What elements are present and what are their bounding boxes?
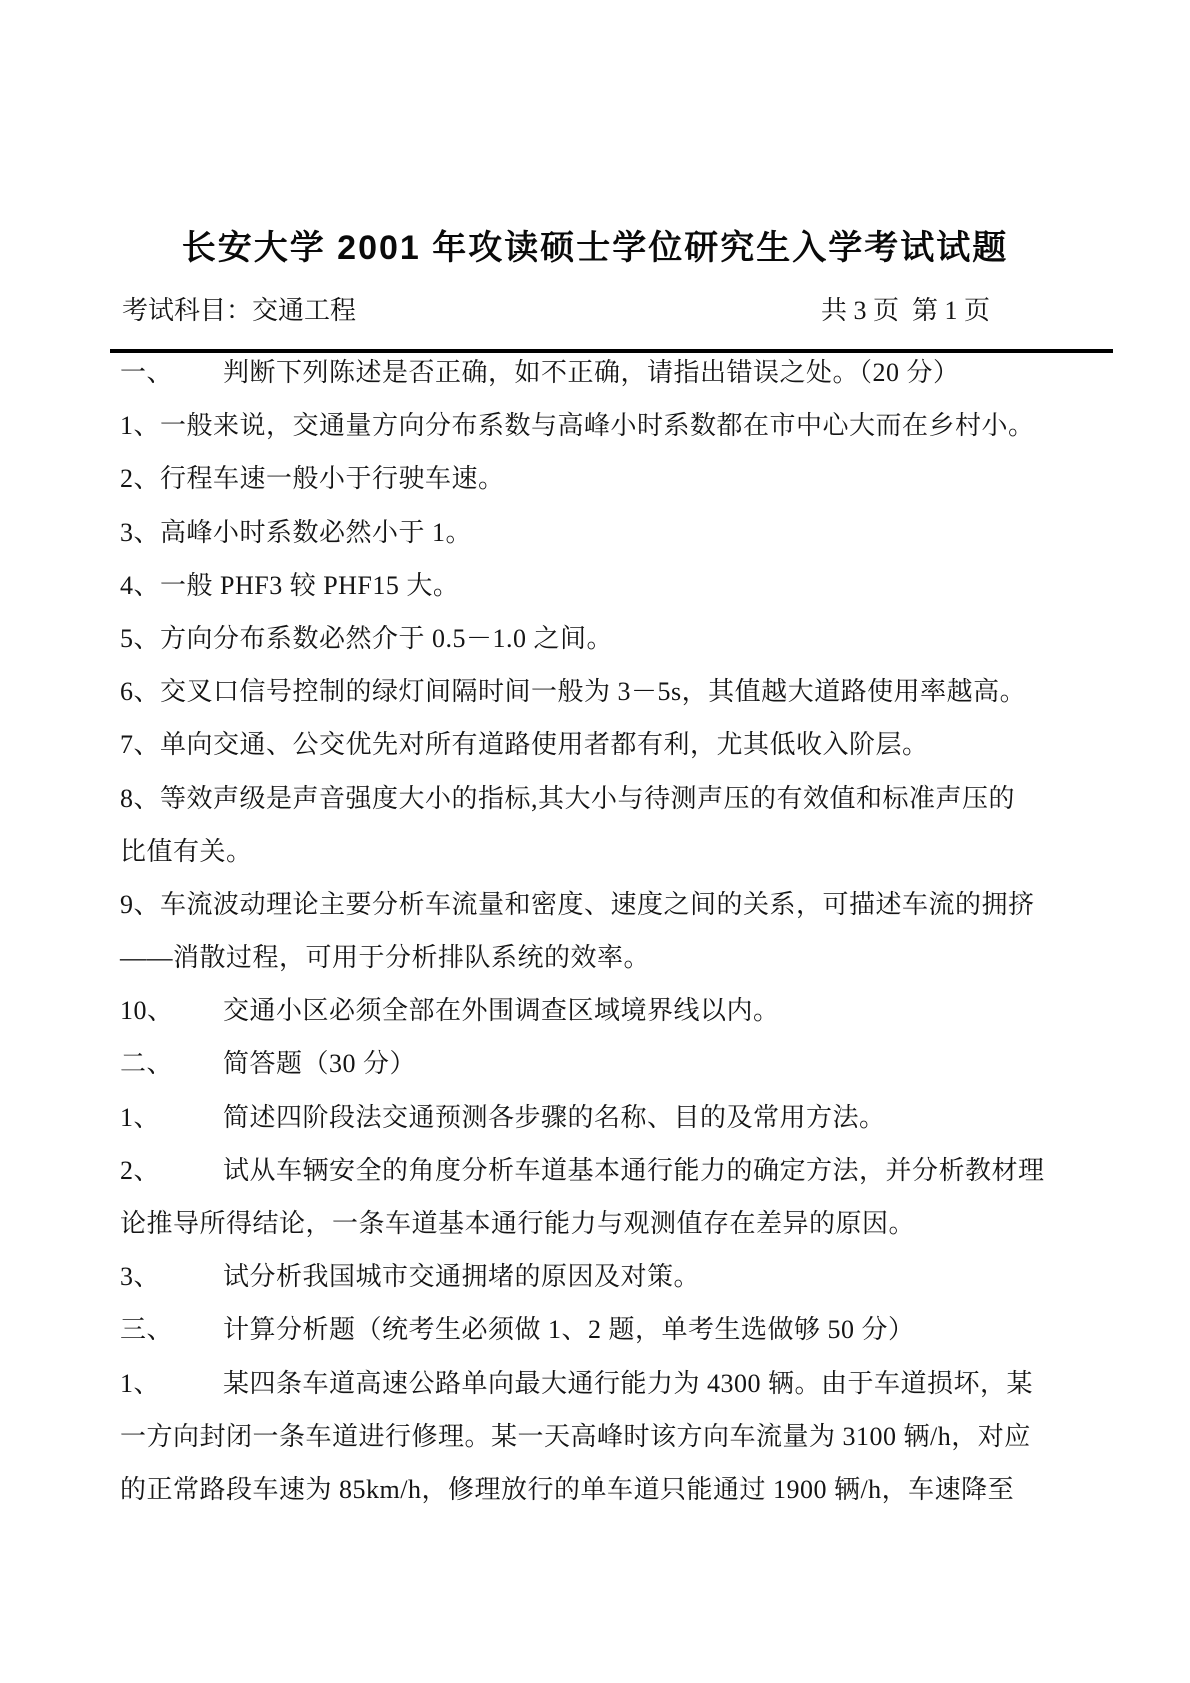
exam-line-s3-q1-cont2 xyxy=(120,1463,1080,1516)
item-text: 的正常路段车速为 85km/h，修理放行的单车道只能通过 1900 辆/h，车速降至 xyxy=(120,1474,1015,1504)
item-text: 一方向封闭一条车道进行修理。某一天高峰时该方向车流量为 3100 辆/h，对应 xyxy=(120,1421,1031,1451)
exam-line-q10 xyxy=(120,984,1080,1037)
item-text: 比值有关。 xyxy=(120,836,253,866)
item-number: 三、 xyxy=(120,1315,174,1345)
exam-line-s2-q2 xyxy=(120,1144,1080,1197)
item-text: 交通小区必须全部在外围调查区域境界线以内。 xyxy=(223,996,780,1026)
exam-body xyxy=(120,346,1080,1516)
exam-line-q6 xyxy=(120,665,1080,718)
item-text: 2、行程车速一般小于行驶车速。 xyxy=(120,464,505,494)
item-number: 一、 xyxy=(120,358,174,387)
item-text: 试分析我国城市交通拥堵的原因及对策。 xyxy=(223,1262,701,1292)
item-text: 试从车辆安全的角度分析车道基本通行能力的确定方法，并分析教材理 xyxy=(223,1155,1045,1185)
item-text: ——消散过程，可用于分析排队系统的效率。 xyxy=(120,943,651,973)
item-text: 论推导所得结论，一条车道基本通行能力与观测值存在差异的原因。 xyxy=(120,1209,916,1238)
subject-label: 考试科目：交通工程 xyxy=(122,296,357,325)
exam-line-q8-cont xyxy=(120,825,1080,878)
item-text: 简述四阶段法交通预测各步骤的名称、目的及常用方法。 xyxy=(223,1102,886,1132)
item-text: 6、交叉口信号控制的绿灯间隔时间一般为 3－5s，其值越大道路使用率越高。 xyxy=(120,677,1027,707)
header-meta-row xyxy=(122,290,990,327)
item-text: 简答题（30 分） xyxy=(223,1049,417,1079)
exam-line-q1 xyxy=(120,399,1080,452)
page-title: 长安大学 2001 年攻读硕士学位研究生入学考试试题 xyxy=(181,229,1009,267)
item-text: 某四条车道高速公路单向最大通行能力为 4300 辆。由于车道损坏，某 xyxy=(223,1368,1034,1398)
item-text: 1、一般来说，交通量方向分布系数与高峰小时系数都在市中心大而在乡村小。 xyxy=(120,411,1035,441)
exam-line-q7 xyxy=(120,718,1080,771)
exam-line-q2 xyxy=(120,452,1080,505)
page-count-label: 共 3 页 第 1 页 xyxy=(820,296,990,325)
item-text: 3、高峰小时系数必然小于 1。 xyxy=(120,517,473,547)
exam-line-q8 xyxy=(120,772,1080,825)
item-number: 2、 xyxy=(120,1155,161,1185)
exam-line-q3 xyxy=(120,506,1080,559)
item-text: 8、等效声级是声音强度大小的指标,其大小与待测声压的有效值和标准声压的 xyxy=(120,783,1016,813)
exam-line-q4 xyxy=(120,559,1080,612)
exam-line-section-1 xyxy=(120,346,1080,399)
exam-line-s2-q1 xyxy=(120,1091,1080,1144)
item-number: 1、 xyxy=(120,1102,161,1132)
item-text: 计算分析题（统考生必须做 1、2 题，单考生选做够 50 分） xyxy=(223,1315,915,1345)
item-text: 7、单向交通、公交优先对所有道路使用者都有利，尤其低收入阶层。 xyxy=(120,730,929,760)
exam-line-q5 xyxy=(120,612,1080,665)
exam-line-s2-q3 xyxy=(120,1250,1080,1303)
item-number: 二、 xyxy=(120,1049,174,1079)
exam-line-s3-q1-cont1 xyxy=(120,1410,1080,1463)
exam-line-section-3 xyxy=(120,1303,1080,1356)
item-number: 1、 xyxy=(120,1368,161,1398)
exam-line-s3-q1 xyxy=(120,1357,1080,1410)
item-number: 10、 xyxy=(120,996,174,1026)
item-text: 判断下列陈述是否正确，如不正确，请指出错误之处。（20 分） xyxy=(223,358,960,387)
exam-line-s2-q2-cont xyxy=(120,1197,1080,1250)
item-text: 9、车流波动理论主要分析车流量和密度、速度之间的关系，可描述车流的拥挤 xyxy=(120,889,1035,919)
exam-line-section-2 xyxy=(120,1037,1080,1090)
item-text: 5、方向分布系数必然介于 0.5－1.0 之间。 xyxy=(120,623,614,653)
exam-line-q9 xyxy=(120,878,1080,931)
item-text: 4、一般 PHF3 较 PHF15 大。 xyxy=(120,570,460,600)
exam-line-q9-cont xyxy=(120,931,1080,984)
item-number: 3、 xyxy=(120,1262,161,1292)
